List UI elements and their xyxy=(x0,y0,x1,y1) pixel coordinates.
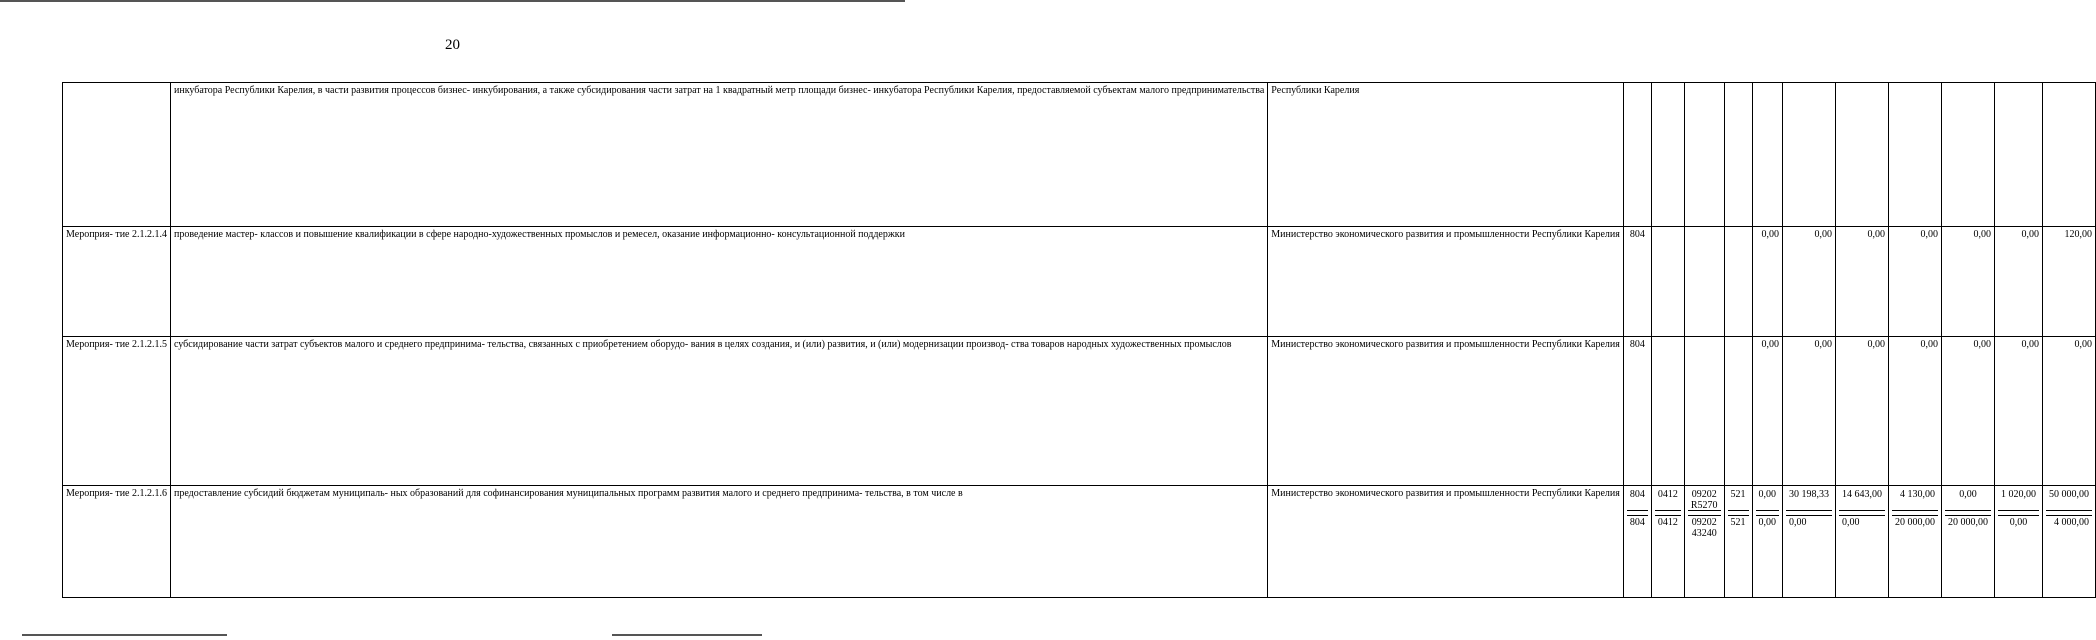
page-number: 20 xyxy=(445,37,460,53)
table-row xyxy=(63,337,2096,486)
executor: Республики Карелия xyxy=(1268,83,1624,227)
vr-value: 521 xyxy=(1728,488,1749,511)
rzpr-code xyxy=(1651,83,1684,227)
executor: Министерство экономического развития и промышленности Республики Карелия xyxy=(1268,337,1624,486)
value: 0,00 xyxy=(2009,517,2028,528)
value: 0,00 xyxy=(1758,517,1777,528)
vr-value: 521 xyxy=(1730,517,1746,528)
value-cell: 0,00 xyxy=(1889,337,1942,486)
grbs-value: 804 xyxy=(1629,517,1645,528)
measure-code: Мероприя- тие 2.1.2.1.6 xyxy=(63,486,171,598)
rzpr-value: 0412 xyxy=(1657,517,1678,528)
value-cell xyxy=(1836,83,1889,227)
value: 1 020,00 xyxy=(1998,488,2039,511)
value-cell: 0,00 xyxy=(1942,227,1995,337)
rzpr-code xyxy=(1651,486,1684,598)
value: 20 000,00 xyxy=(1895,517,1936,528)
value-cell xyxy=(1942,486,1995,598)
table-row xyxy=(63,227,2096,337)
scan-edge-bottom xyxy=(612,634,762,636)
measure-description: инкубатора Республики Карелия, в части развития процессов бизнес- инкубирования, а также субсидирования части затрат на 1 квадратный метр площади бизнес- инкубатора Республики Карелия, предоставляемой субъектам малого предпринимательства xyxy=(171,83,1268,227)
value-cell xyxy=(1752,83,1783,227)
value-cell xyxy=(1752,486,1783,598)
value-cell xyxy=(1889,486,1942,598)
rzpr-value: 0412 xyxy=(1655,488,1681,511)
value: 0,00 xyxy=(1945,488,1991,511)
value-cell xyxy=(1836,486,1889,598)
value-cell xyxy=(1942,83,1995,227)
value-cell: 0,00 xyxy=(1995,337,2043,486)
value: 0,00 xyxy=(1756,488,1780,511)
value: 14 643,00 xyxy=(1839,488,1885,511)
grbs-code: 804 xyxy=(1623,227,1651,337)
csr-code xyxy=(1684,83,1724,227)
value-cell: 0,00 xyxy=(1995,227,2043,337)
value-cell: 0,00 xyxy=(1942,337,1995,486)
measure-description: субсидирование части затрат субъектов малого и среднего предпринима- тельства, связанных с приобретением оборудо- вания в целях создания, и (или) развития, и (или) модернизации производ- ства товаров народных художественных промыслов xyxy=(171,337,1268,486)
value: 0,00 xyxy=(1842,517,1860,528)
measure-code xyxy=(63,83,171,227)
vr-code xyxy=(1724,83,1752,227)
value-cell: 0,00 xyxy=(1783,227,1836,337)
executor: Министерство экономического развития и промышленности Республики Карелия xyxy=(1268,486,1624,598)
grbs-value: 804 xyxy=(1627,488,1648,511)
measure-description: предоставление субсидий бюджетам муниципаль- ных образований для софинансирования муниципальных программ развития малого и среднего предпринима- тельства, в том числе в xyxy=(171,486,1268,598)
measure-description: проведение мастер- классов и повышение квалификации в сфере народно-художественных промыслов и ремесел, оказание информационно- консультационной поддержки xyxy=(171,227,1268,337)
value-cell xyxy=(2043,83,2096,227)
scan-edge-bottom xyxy=(22,634,227,636)
value: 30 198,33 xyxy=(1786,488,1832,511)
value-cell: 120,00 xyxy=(2043,227,2096,337)
table-row xyxy=(63,486,2096,598)
value: 50 000,00 xyxy=(2046,488,2092,511)
grbs-code: 804 xyxy=(1623,337,1651,486)
csr-value: 09202 R5270 xyxy=(1688,488,1721,511)
value: 4 000,00 xyxy=(2054,517,2090,528)
csr-code xyxy=(1684,486,1724,598)
value-cell: 0,00 xyxy=(1889,227,1942,337)
rzpr-code xyxy=(1651,227,1684,337)
value-cell: 0,00 xyxy=(2043,337,2096,486)
vr-code xyxy=(1724,486,1752,598)
value: 0,00 xyxy=(1789,517,1807,528)
value: 4 130,00 xyxy=(1892,488,1938,511)
value-cell xyxy=(1995,486,2043,598)
value-cell xyxy=(1889,83,1942,227)
program-table xyxy=(62,82,2096,598)
rzpr-code xyxy=(1651,337,1684,486)
csr-code xyxy=(1684,337,1724,486)
scan-edge-top xyxy=(0,0,905,2)
value-cell xyxy=(1783,486,1836,598)
value-cell xyxy=(1995,83,2043,227)
executor: Министерство экономического развития и промышленности Республики Карелия xyxy=(1268,227,1624,337)
value-cell: 0,00 xyxy=(1783,337,1836,486)
grbs-code xyxy=(1623,486,1651,598)
vr-code xyxy=(1724,337,1752,486)
value-cell: 0,00 xyxy=(1836,337,1889,486)
csr-code xyxy=(1684,227,1724,337)
value-cell: 0,00 xyxy=(1752,337,1783,486)
measure-code: Мероприя- тие 2.1.2.1.5 xyxy=(63,337,171,486)
value-cell: 0,00 xyxy=(1836,227,1889,337)
table-row xyxy=(63,83,2096,227)
csr-value: 09202 43240 xyxy=(1691,517,1717,539)
value: 20 000,00 xyxy=(1948,517,1989,528)
value-cell xyxy=(1783,83,1836,227)
value-cell xyxy=(2043,486,2096,598)
vr-code xyxy=(1724,227,1752,337)
measure-code: Мероприя- тие 2.1.2.1.4 xyxy=(63,227,171,337)
value-cell: 0,00 xyxy=(1752,227,1783,337)
grbs-code xyxy=(1623,83,1651,227)
